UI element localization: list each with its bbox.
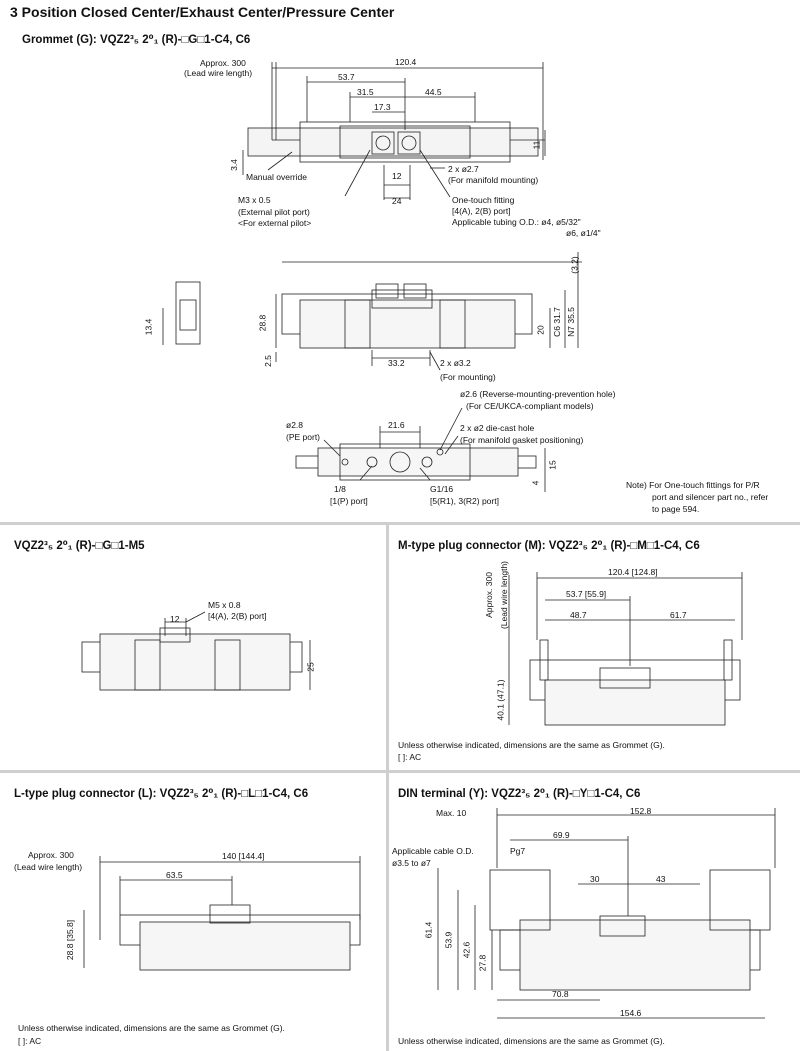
m5-title: VQZ2³₅ 2⁰₁ (R)-□G□1-M5 [14, 540, 145, 552]
ltype-title: L-type plug connector (L): VQZ2³₅ 2⁰₁ (R)-□L□1-C4, C6 [14, 788, 309, 800]
tubing2-label: ø6, ø1/4" [566, 228, 601, 238]
dim-24: 24 [392, 196, 402, 206]
grommet-end-view [163, 282, 200, 345]
dim-20: 20 [535, 325, 546, 335]
din-dim-53-9: 53.9 [443, 931, 454, 949]
ltype-note: Unless otherwise indicated, dimensions are the same as Grommet (G). [18, 1023, 285, 1033]
ce-label: (For CE/UKCA-compliant models) [466, 401, 594, 411]
port42-label: [4(A), 2(B) port] [452, 206, 511, 216]
hole-2-label: 2 x ø2 die-cast hole [460, 423, 535, 433]
din-dim-69-9: 69.9 [553, 830, 570, 840]
ltype-dim-140: 140 [144.4] [222, 851, 265, 861]
p53port-label: [5(R1), 3(R2) port] [430, 496, 499, 506]
mtype-dim-120-4: 120.4 [124.8] [608, 567, 658, 577]
dim-31-5: 31.5 [357, 87, 374, 97]
dim-53-7: 53.7 [338, 72, 355, 82]
dim-3-4: 3.4 [228, 159, 239, 171]
m5-side-view [82, 612, 310, 690]
p1port-label: [1(P) port] [330, 496, 368, 506]
din-dim-154-6: 154.6 [620, 1008, 642, 1018]
g116-label: G1/16 [430, 484, 454, 494]
din-side-view [438, 808, 775, 1018]
dim-33-2: 33.2 [388, 358, 405, 368]
mtype-side-view [509, 572, 742, 725]
gasket-label: (For manifold gasket positioning) [460, 435, 584, 445]
onetouch-label: One-touch fitting [452, 195, 515, 205]
external-for-label: <For external pilot> [238, 218, 312, 228]
hole-3-2-label: 2 x ø3.2 [440, 358, 471, 368]
note-line-1: Note) For One-touch fittings for P/R [626, 480, 760, 490]
m5-dim-12: 12 [170, 614, 180, 624]
din-dim-43: 43 [656, 874, 666, 884]
dim-n7: N7 35.5 [565, 307, 576, 337]
ltype-dim-63-5: 63.5 [166, 870, 183, 880]
dim-15: 15 [547, 460, 558, 470]
dim-11: 11 [531, 140, 542, 150]
dim-21-6: 21.6 [388, 420, 405, 430]
mtype-dim-61-7: 61.7 [670, 610, 687, 620]
external-port-label: (External pilot port) [238, 207, 310, 217]
din-title: DIN terminal (Y): VQZ2³₅ 2⁰₁ (R)-□Y□1-C4, C6 [398, 788, 641, 800]
grommet-bottom-view [296, 408, 545, 492]
din-dim-30: 30 [590, 874, 600, 884]
mtype-title: M-type plug connector (M): VQZ2³₅ 2⁰₁ (R)-□M□1-C4, C6 [398, 540, 700, 552]
dim-13-4: 13.4 [143, 318, 154, 336]
p18-label: 1/8 [334, 484, 346, 494]
m3-label: M3 x 0.5 [238, 195, 271, 205]
din-dim-27-8: 27.8 [477, 954, 488, 972]
m5-thread-label: M5 x 0.8 [208, 600, 241, 610]
grommet-side-view [276, 252, 582, 370]
manifold-mounting-label: (For manifold mounting) [448, 175, 539, 185]
m5-port-label: [4(A), 2(B) port] [208, 611, 267, 621]
dim-44-5: 44.5 [425, 87, 442, 97]
ltype-ac: [ ]: AC [18, 1036, 42, 1046]
manual-override-label: Manual override [246, 172, 307, 182]
m5-dim-25: 25 [305, 662, 316, 672]
grommet-lead-label: (Lead wire length) [184, 68, 253, 78]
tubing-label: Applicable tubing O.D.: ø4, ø5/32" [452, 217, 581, 227]
ltype-dim-28-8: 28.8 [35.8] [65, 919, 76, 961]
hole-2-6-label: ø2.6 (Reverse-mounting-prevention hole) [460, 389, 616, 399]
mtype-approx-label: Approx. 300 [483, 572, 494, 618]
dim-17-3: 17.3 [374, 102, 391, 112]
for-mounting-label: (For mounting) [440, 372, 496, 382]
grommet-approx-label: Approx. 300 [200, 58, 246, 68]
mtype-dim-53-7: 53.7 [55.9] [566, 589, 607, 599]
dim-12: 12 [392, 171, 402, 181]
mtype-dim-48-7: 48.7 [570, 610, 587, 620]
dim-2-5: 2.5 [262, 355, 273, 367]
mtype-dim-40-1: 40.1 (47.1) [495, 679, 506, 721]
note-line-2: port and silencer part no., refer [652, 492, 769, 502]
din-dim-70-8: 70.8 [552, 989, 569, 999]
mtype-ac: [ ]: AC [398, 752, 422, 762]
dim-28-8: 28.8 [257, 314, 268, 332]
din-note: Unless otherwise indicated, dimensions are the same as Grommet (G). [398, 1036, 665, 1046]
ltype-side-view [84, 856, 360, 970]
mtype-lead-label: (Lead wire length) [499, 560, 510, 630]
grommet-title: Grommet (G): VQZ2³₅ 2⁰₁ (R)-□G□1-C4, C6 [22, 34, 251, 46]
ltype-approx-label: Approx. 300 [28, 850, 74, 860]
hole-2-7-label: 2 x ø2.7 [448, 164, 479, 174]
dim-3-2: (3.2) [569, 256, 580, 274]
page-title: 3 Position Closed Center/Exhaust Center/Pressure Center [10, 4, 395, 20]
din-cable2-label: ø3.5 to ø7 [392, 858, 431, 868]
din-cable-label: Applicable cable O.D. [392, 846, 474, 856]
din-dim-61-4: 61.4 [423, 921, 434, 939]
dim-c6: C6 31.7 [551, 307, 562, 337]
pe-port-label: (PE port) [286, 432, 321, 442]
din-pg7-label: Pg7 [510, 846, 526, 856]
dim-120-4: 120.4 [395, 57, 417, 67]
din-dim-152-8: 152.8 [630, 806, 652, 816]
din-max-label: Max. 10 [436, 808, 467, 818]
din-dim-42-6: 42.6 [461, 941, 472, 959]
dim-4: 4 [530, 480, 541, 486]
mtype-note: Unless otherwise indicated, dimensions are the same as Grommet (G). [398, 740, 665, 750]
note-line-3: to page 594. [652, 504, 700, 514]
hole-2-8-label: ø2.8 [286, 420, 304, 430]
ltype-lead-label: (Lead wire length) [14, 862, 83, 872]
